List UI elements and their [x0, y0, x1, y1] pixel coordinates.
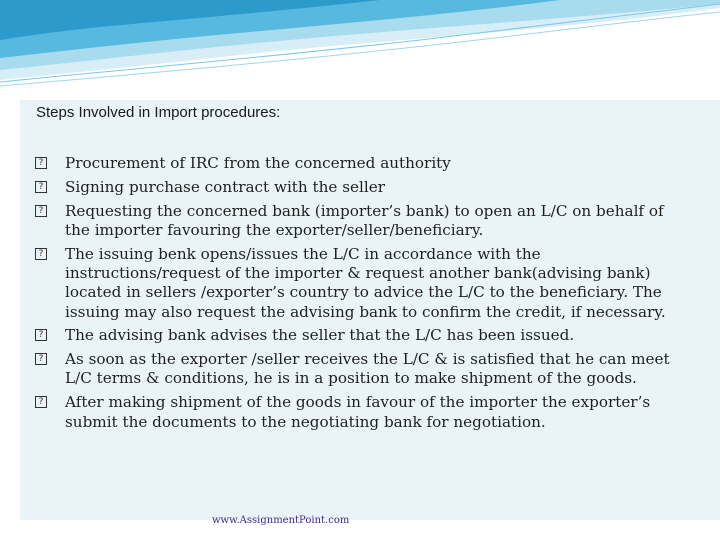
bullet-item: [35, 154, 685, 173]
bullet-marker-icon: ?: [35, 248, 47, 260]
bullet-marker-icon: ?: [35, 353, 47, 365]
bullet-list: [35, 154, 685, 436]
bullet-text: After making shipment of the goods in favour of the importer the exporter’s submit the documents to the negotiating bank for negotiation.: [65, 393, 651, 431]
bullet-marker-icon: ?: [35, 157, 47, 169]
bullet-text: Procurement of IRC from the concerned authority: [65, 154, 451, 172]
bullet-marker-icon: ?: [35, 205, 47, 217]
bullet-item: [35, 178, 685, 197]
bullet-item: [35, 393, 685, 432]
bullet-item: [35, 350, 685, 389]
bullet-text: The advising bank advises the seller that the L/C has been issued.: [65, 326, 575, 345]
slide-heading: Steps Involved in Import procedures:: [36, 104, 281, 121]
bullet-text: Requesting the concerned bank (importer’s bank) to open an L/C on behalf of the importer favouring the exporter/seller/beneficiary.: [65, 201, 664, 239]
bullet-marker-icon: ?: [35, 329, 47, 341]
footer-url: www.AssignmentPoint.com: [212, 515, 350, 526]
bullet-text: Signing purchase contract with the seller: [65, 177, 385, 196]
bullet-text: The issuing benk opens/issues the L/C in accordance with the instructions/request of the importer & request another bank(advising bank) located in sellers /exporter’s country to advice the L/C to the beneficiary. The issuing may also request the advising bank to confirm the credit, if necessary.: [65, 244, 666, 321]
bullet-text: As soon as the exporter /seller receives the L/C & is satisfied that he can meet L/C terms & conditions, he is in a position to make shipment of the goods.: [65, 350, 670, 388]
bullet-item: [35, 202, 685, 241]
bullet-item: [35, 326, 685, 345]
bullet-marker-icon: ?: [35, 181, 47, 193]
bullet-marker-icon: ?: [35, 396, 47, 408]
header-wave-decoration: [0, 0, 720, 95]
bullet-item: [35, 245, 685, 322]
